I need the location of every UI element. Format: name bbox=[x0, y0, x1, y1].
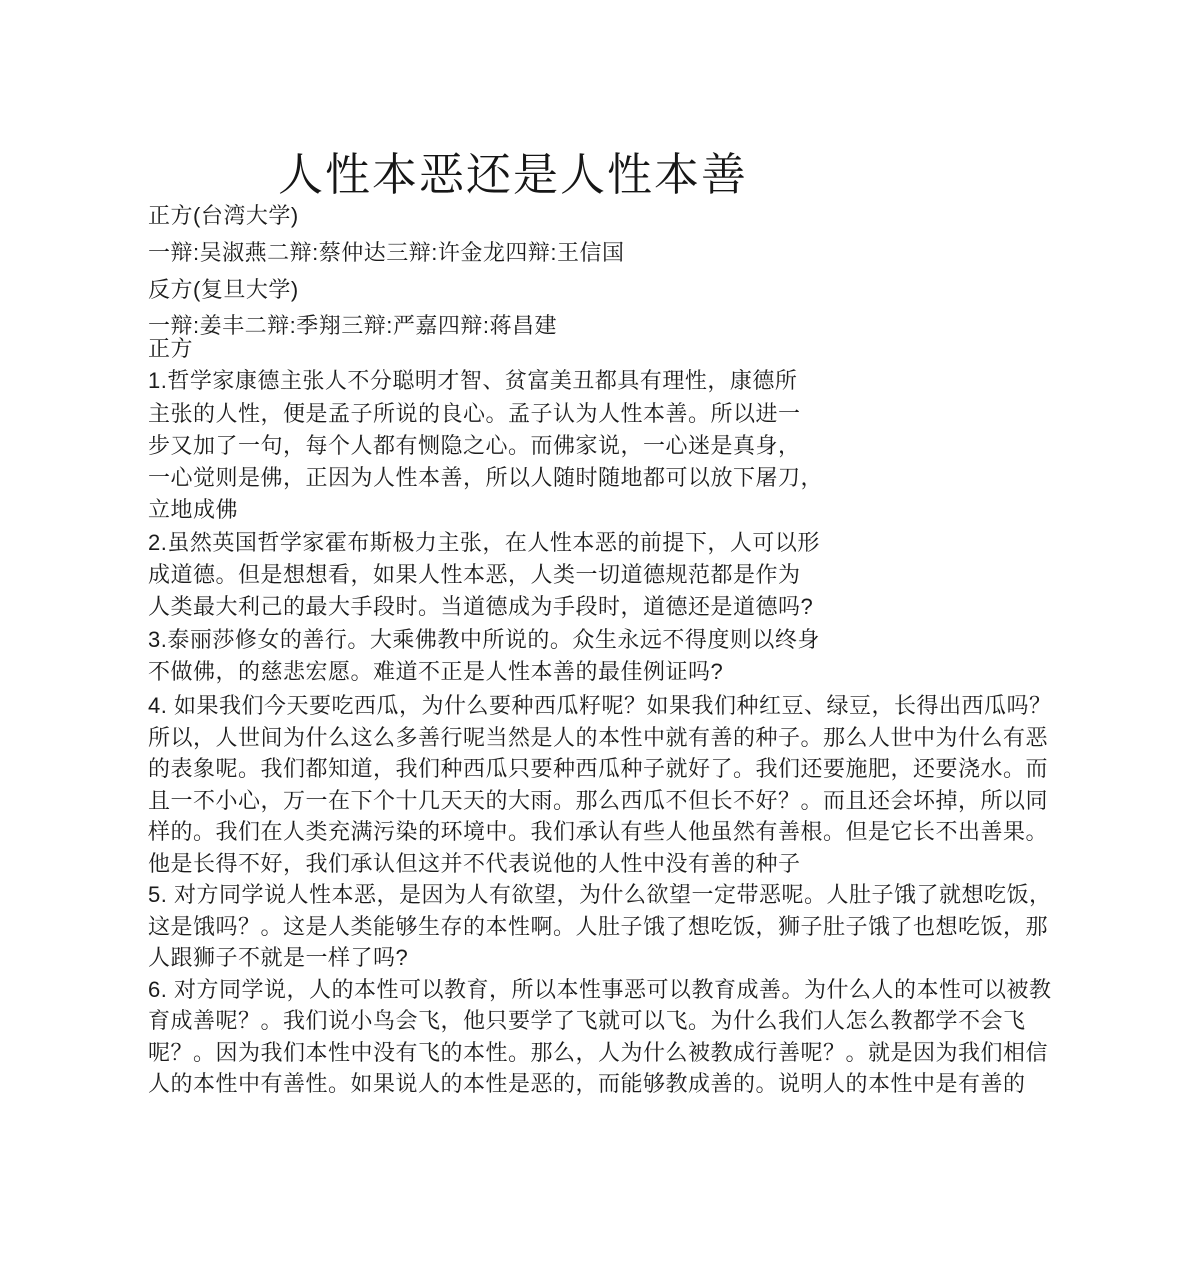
text-line: 主张的人性，便是孟子所说的良心。孟子认为人性本善。所以进一 bbox=[148, 400, 801, 426]
side-label: 正方 bbox=[148, 336, 194, 361]
con-debaters: 一辩:姜丰二辩:季翔三辩:严嘉四辩:蒋昌建 bbox=[148, 313, 557, 339]
text-line: 呢？。因为我们本性中没有飞的本性。那么，人为什么被教成行善呢？。就是因为我们相信 bbox=[148, 1039, 1049, 1065]
text-line: 2.虽然英国哲学家霍布斯极力主张，在人性本恶的前提下，人可以形 bbox=[148, 529, 820, 555]
con-team-label: 反方(复旦大学) bbox=[148, 276, 299, 302]
text-line: 人类最大利己的最大手段时。当道德成为手段时，道德还是道德吗? bbox=[148, 594, 814, 620]
text-line: 人的本性中有善性。如果说人的本性是恶的，而能够教成善的。说明人的本性中是有善的 bbox=[148, 1071, 1026, 1096]
arguments-block-1-3 bbox=[148, 333, 823, 688]
text-line: 这是饿吗？。这是人类能够生存的本性啊。人肚子饿了想吃饭，狮子肚子饿了也想吃饭，那 bbox=[148, 913, 1049, 939]
text-line: 1.哲学家康德主张人不分聪明才智、贫富美丑都具有理性，康德所 bbox=[148, 368, 798, 394]
text-line: 人跟狮子不就是一样了吗? bbox=[148, 945, 409, 970]
text-line: 3.泰丽莎修女的善行。大乘佛教中所说的。众生永远不得度则以终身 bbox=[148, 626, 820, 652]
text-line: 5. 对方同学说人性本恶，是因为人有欲望，为什么欲望一定带恶呢。人肚子饿了就想吃饭， bbox=[148, 882, 1052, 907]
text-line: 步又加了一句，每个人都有恻隐之心。而佛家说，一心迷是真身， bbox=[148, 432, 801, 458]
pro-debaters: 一辩:吴淑燕二辩:蔡仲达三辩:许金龙四辩:王信国 bbox=[148, 239, 625, 265]
arguments-block-4-6 bbox=[148, 690, 1051, 1100]
text-line: 且一不小心，万一在下个十几天天的大雨。那么西瓜不但长不好？。而且还会坏掉，所以同 bbox=[148, 787, 1049, 813]
text-line: 4. 如果我们今天要吃西瓜，为什么要种西瓜籽呢？如果我们种红豆、绿豆，长得出西瓜吗？ bbox=[148, 693, 1052, 718]
pro-team-label: 正方(台湾大学) bbox=[148, 203, 299, 228]
text-line: 立地成佛 bbox=[148, 497, 239, 523]
text-line: 育成善呢？。我们说小鸟会飞，他只要学了飞就可以飞。为什么我们人怎么教都学不会飞 bbox=[148, 1008, 1026, 1033]
text-line: 成道德。但是想想看，如果人性本恶，人类一切道德规范都是作为 bbox=[148, 562, 801, 588]
text-line: 样的。我们在人类充满污染的环境中。我们承认有些人他虽然有善根。但是它长不出善果。 bbox=[148, 819, 1049, 844]
text-line: 的表象呢。我们都知道，我们种西瓜只要种西瓜种子就好了。我们还要施肥，还要浇水。而 bbox=[148, 756, 1049, 781]
text-line: 他是长得不好，我们承认但这并不代表说他的人性中没有善的种子 bbox=[148, 850, 801, 876]
text-line: 所以，人世间为什么这么多善行呢当然是人的本性中就有善的种子。那么人世中为什么有恶 bbox=[148, 724, 1049, 750]
team-header bbox=[148, 198, 624, 345]
text-line: 不做佛，的慈悲宏愿。难道不正是人性本善的最佳例证吗? bbox=[148, 658, 724, 684]
text-line: 6. 对方同学说，人的本性可以教育，所以本性事恶可以教育成善。为什么人的本性可以被教 bbox=[148, 976, 1052, 1002]
page-title: 人性本恶还是人性本善 bbox=[277, 149, 748, 200]
text-line: 一心觉则是佛，正因为人性本善，所以人随时随地都可以放下屠刀， bbox=[148, 465, 824, 491]
